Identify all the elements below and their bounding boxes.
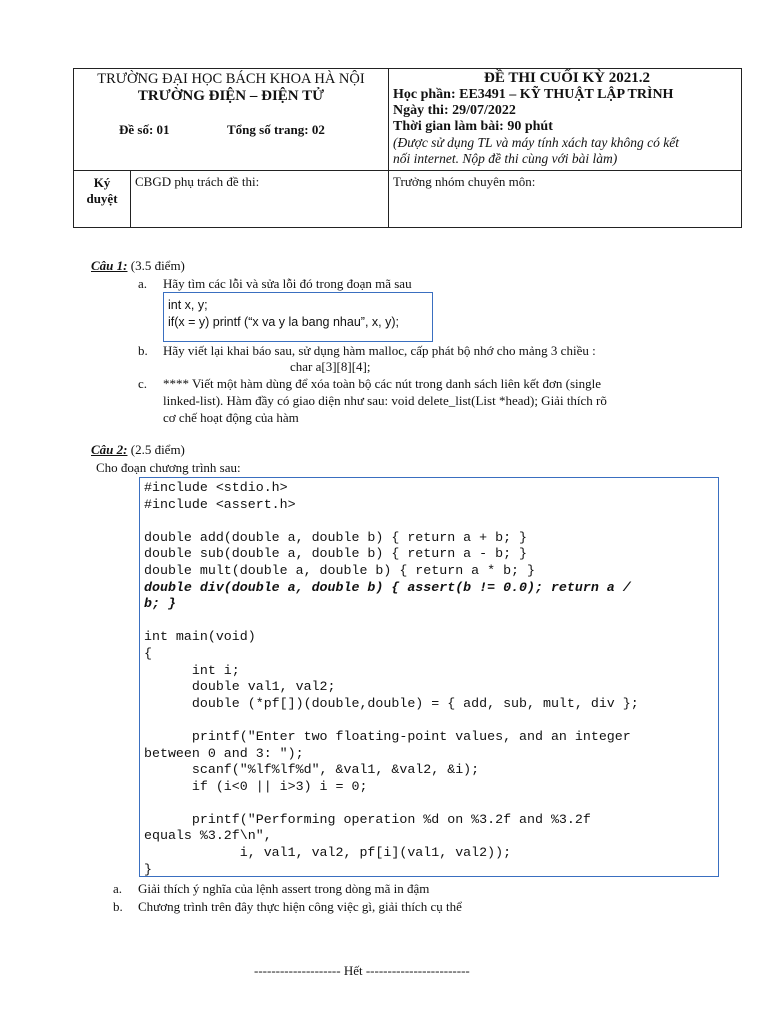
total-pages: Tổng số trang: 02: [227, 122, 325, 137]
exam-info-cell: [389, 69, 742, 171]
exam-note-line2: nối internet. Nộp đề thi cùng với bài làm): [393, 151, 618, 166]
school-name: TRƯỜNG ĐIỆN – ĐIỆN TỬ: [137, 88, 325, 104]
q1-code-line1: int x, y;: [168, 298, 208, 312]
q1a-text: Hãy tìm các lỗi và sửa lỗi đó trong đoạn mã sau: [163, 276, 412, 291]
q1c-line2: linked-list). Hàm đầy có giao diện như sau: void delete_list(List *head); Giải thích rõ: [163, 393, 607, 408]
exam-header-table: [73, 68, 742, 228]
code-line: int main(void): [144, 629, 256, 645]
code-line: double div(double a, double b) { assert(b != 0.0); return a /: [144, 579, 631, 595]
q1-points: (3.5 điểm): [127, 258, 185, 273]
q2b-marker: b.: [113, 899, 123, 914]
code-line: #include <stdio.h>: [144, 480, 288, 495]
code-line: printf("Performing operation %d on %3.2f and %3.2f: [144, 811, 591, 827]
code-line: [144, 613, 718, 630]
q1a-marker: a.: [138, 276, 148, 291]
code-line: between 0 and 3: ");: [144, 745, 304, 761]
end-marker: -------------------- Hết ------------------------: [254, 963, 470, 978]
q2b-text: Chương trình trên đây thực hiện công việc gì, giải thích cụ thể: [138, 899, 462, 914]
q1-code-box: [163, 292, 433, 342]
university-name: TRƯỜNG ĐẠI HỌC BÁCH KHOA HÀ NỘI: [97, 71, 365, 87]
code-line: double mult(double a, double b) { return a * b; }: [144, 562, 535, 578]
q2-code-block: [144, 480, 718, 878]
code-line: double add(double a, double b) { return a + b; }: [144, 529, 528, 545]
code-line: double val1, val2;: [144, 679, 336, 695]
q1-label: Câu 1:: [91, 258, 128, 273]
q2-code-box: [139, 477, 719, 877]
code-line: double (*pf[])(double,double) = { add, sub, mult, div };: [144, 695, 639, 711]
code-line: int i;: [144, 662, 240, 678]
head-label: Trưởng nhóm chuyên môn:: [393, 174, 536, 189]
code-line: if (i<0 || i>3) i = 0;: [144, 778, 368, 794]
exam-date: Ngày thi: 29/07/2022: [393, 103, 516, 118]
code-line: i, val1, val2, pf[i](val1, val2));: [144, 845, 512, 861]
q2-heading: [91, 442, 185, 458]
approval-cell: [74, 171, 131, 228]
code-line: printf("Enter two floating-point values, and an integer: [144, 728, 631, 744]
course-name: Học phần: EE3491 – KỸ THUẬT LẬP TRÌNH: [393, 87, 674, 102]
q1b-code: char a[3][8][4];: [290, 359, 371, 374]
code-line: b; }: [144, 596, 176, 612]
lecturer-cell: [131, 171, 389, 228]
code-line: scanf("%lf%lf%d", &val1, &val2, &i);: [144, 762, 480, 778]
exam-note-line1: (Được sử dụng TL và máy tính xách tay không có kết: [393, 135, 679, 150]
code-line: equals %3.2f\n",: [144, 828, 272, 844]
q1c-line1: **** Viết một hàm dùng để xóa toàn bộ các nút trong danh sách liên kết đơn (single: [163, 376, 602, 391]
school-info-cell: [74, 69, 389, 171]
q1-heading: [91, 258, 185, 274]
q1c-marker: c.: [138, 376, 148, 391]
exam-code: Đề số: 01: [119, 122, 170, 137]
code-line: }: [144, 861, 152, 877]
exam-duration: Thời gian làm bài: 90 phút: [393, 119, 553, 134]
head-cell: [389, 171, 742, 228]
q2a-text: Giải thích ý nghĩa của lệnh assert trong dòng mã in đậm: [138, 881, 430, 896]
q1-code-line2: if(x = y) printf (“x va y la bang nhau”, x, y);: [168, 315, 399, 329]
q1b-text: Hãy viết lại khai báo sau, sử dụng hàm malloc, cấp phát bộ nhớ cho mảng 3 chiều :: [163, 343, 596, 358]
code-line: [144, 712, 718, 729]
exam-title: ĐỀ THI CUỐI KỲ 2021.2: [484, 70, 650, 86]
q2-intro: Cho đoạn chương trình sau:: [96, 460, 241, 475]
q1b-marker: b.: [138, 343, 148, 358]
code-line: double sub(double a, double b) { return a - b; }: [144, 546, 528, 562]
exam-meta: [74, 105, 388, 145]
code-line: [144, 795, 718, 812]
q2-points: (2.5 điểm): [127, 442, 185, 457]
code-line: #include <assert.h>: [144, 496, 296, 512]
approval-label-1: Ký: [93, 175, 111, 190]
q1c-line3: cơ chế hoạt động của hàm: [163, 410, 299, 425]
lecturer-label: CBGD phụ trách đề thi:: [135, 174, 260, 189]
approval-label-2: duyệt: [86, 191, 118, 206]
q2-label: Câu 2:: [91, 442, 128, 457]
code-line: [144, 513, 718, 530]
q2a-marker: a.: [113, 881, 123, 896]
code-line: {: [144, 645, 152, 661]
